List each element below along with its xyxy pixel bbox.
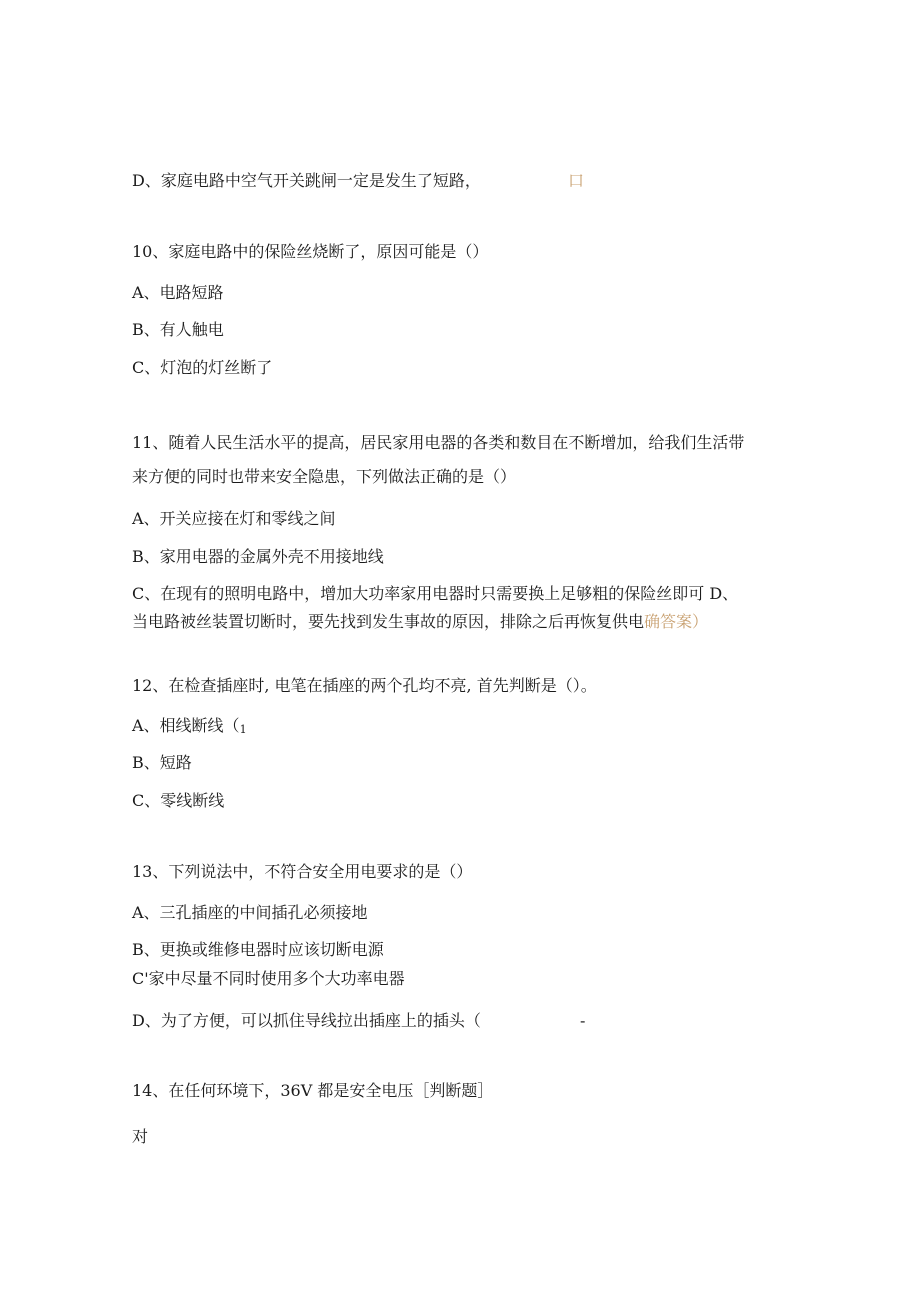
q10-option-c: C、灯泡的灯丝断了 bbox=[132, 358, 273, 377]
q11-answer-note: 确答案） bbox=[644, 612, 709, 631]
q12-option-a-mark: 1 bbox=[239, 723, 247, 736]
q9-checkbox-mark: 口 bbox=[568, 171, 585, 190]
q11-option-a: A、开关应接在灯和零线之间 bbox=[132, 509, 336, 528]
q10-option-a: A、电路短路 bbox=[132, 283, 224, 302]
q11-stem-line-1: 11、随着人民生活水平的提高，居民家用电器的各类和数目在不断增加，给我们生活带 bbox=[132, 433, 745, 452]
q11-option-c: C、在现有的照明电路中，增加大功率家用电器时只需要换上足够粗的保险丝即可 D、 bbox=[132, 584, 739, 603]
q10-option-b: B、有人触电 bbox=[132, 320, 224, 339]
q12-option-a bbox=[132, 716, 247, 740]
q13-option-c: C'家中尽量不同时使用多个大功率电器 bbox=[132, 969, 405, 988]
q13-option-a: A、三孔插座的中间插孔必须接地 bbox=[132, 903, 368, 922]
q12-option-a-text: A、相线断线（ bbox=[132, 716, 240, 735]
q10-stem: 10、家庭电路中的保险丝烧断了，原因可能是（） bbox=[132, 242, 489, 261]
q11-stem-line-2: 来方便的同时也带来安全隐患，下列做法正确的是（） bbox=[132, 467, 517, 486]
q12-stem: 12、在检查插座时, 电笔在插座的两个孔均不亮, 首先判断是（）。 bbox=[132, 676, 597, 695]
q13-option-d-text: D、为了方便，可以抓住导线拉出插座上的插头（ bbox=[132, 1011, 481, 1030]
q13-option-d-mark: - bbox=[580, 1011, 586, 1030]
q14-answer: 对 bbox=[132, 1127, 149, 1146]
q13-option-b: B、更换或维修电器时应该切断电源 bbox=[132, 940, 384, 959]
q11-option-d bbox=[132, 612, 708, 632]
q12-option-b: B、短路 bbox=[132, 753, 192, 772]
q9-option-d-text: D、家庭电路中空气开关跳闸一定是发生了短路， bbox=[132, 171, 481, 190]
q13-stem: 13、下列说法中，不符合安全用电要求的是（） bbox=[132, 862, 473, 881]
q12-option-c: C、零线断线 bbox=[132, 791, 225, 810]
q14-stem: 14、在任何环境下，36V 都是安全电压［判断题］ bbox=[132, 1081, 494, 1100]
q11-option-b: B、家用电器的金属外壳不用接地线 bbox=[132, 547, 384, 566]
q11-option-d-text: 当电路被丝装置切断时，要先找到发生事故的原因，排除之后再恢复供电 bbox=[132, 612, 645, 631]
q13-option-d bbox=[132, 1011, 586, 1031]
q9-option-d bbox=[132, 171, 585, 191]
